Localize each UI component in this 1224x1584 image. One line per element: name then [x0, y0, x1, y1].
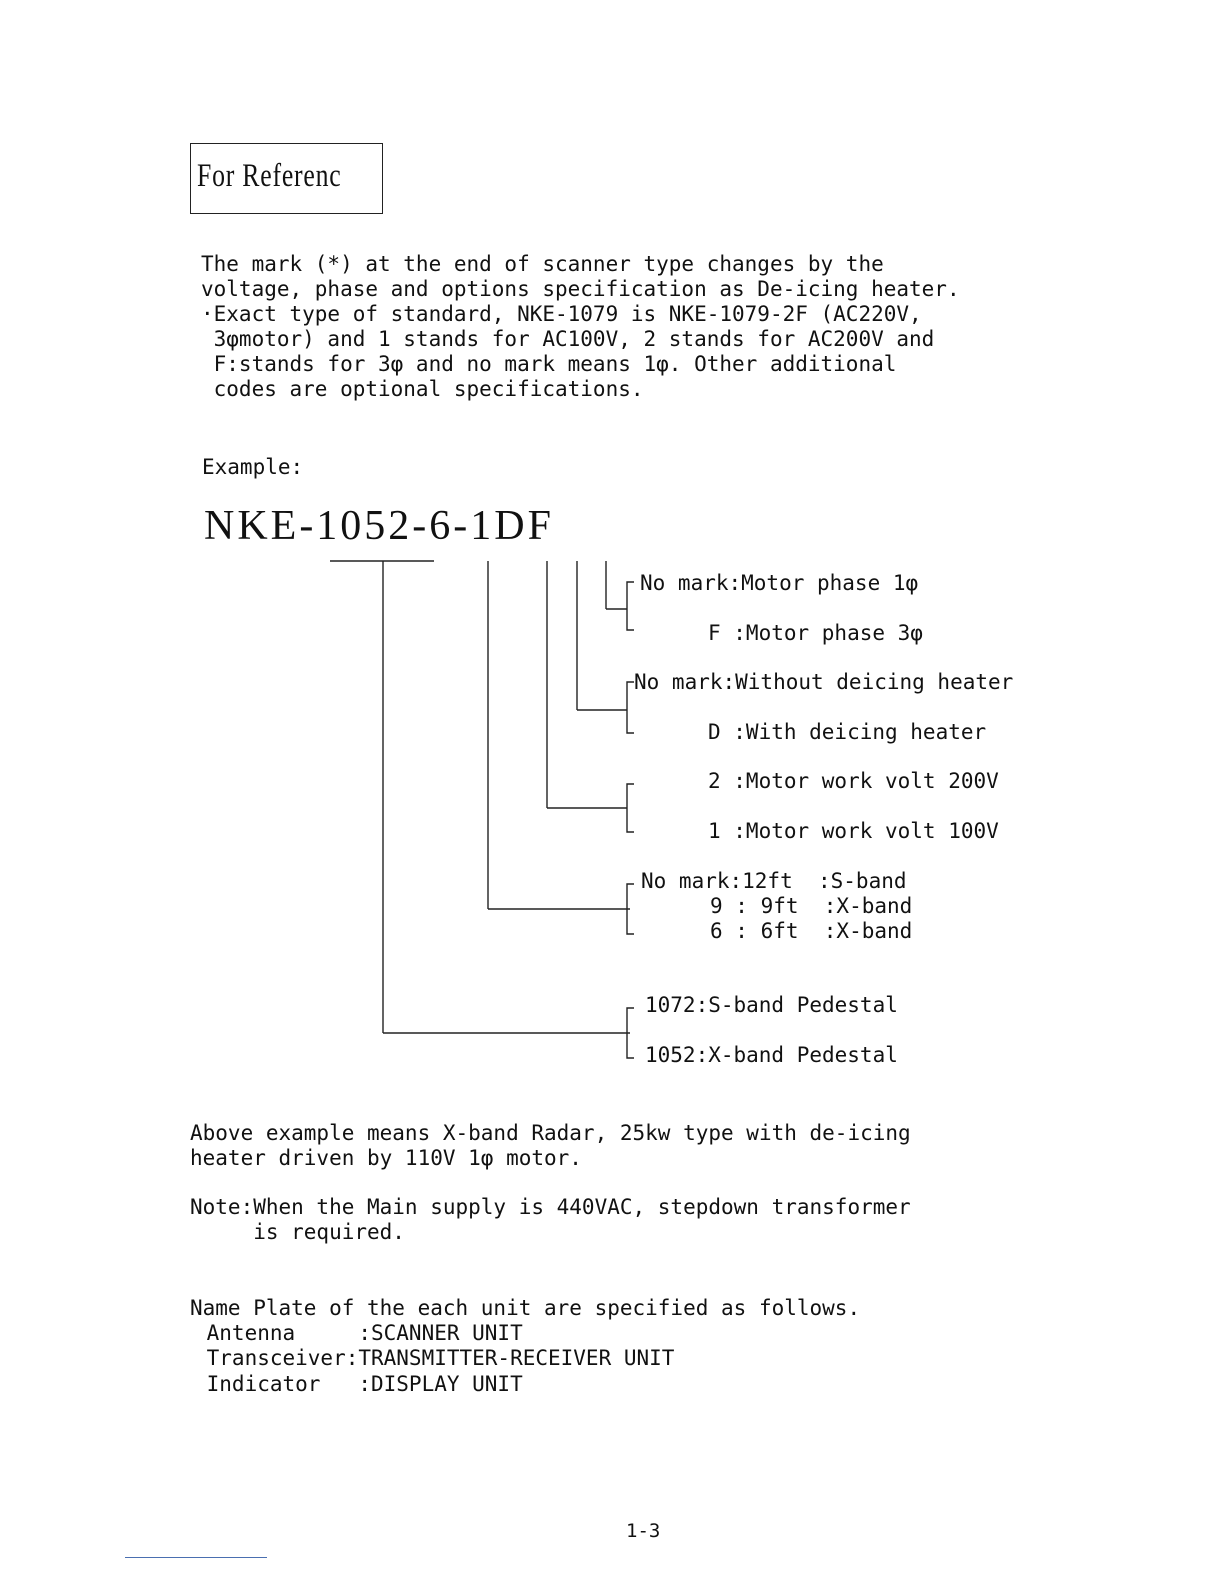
intro-line-6: codes are optional specifications. [201, 377, 644, 401]
bracket-heater [627, 682, 634, 733]
intro-line-3: ·Exact type of standard, NKE-1079 is NKE-1079-2F (AC220V, [201, 302, 922, 326]
phase-no-mark: No mark:Motor phase 1φ [640, 571, 919, 595]
nameplate-row-transceiver: Transceiver:TRANSMITTER-RECEIVER UNIT [194, 1346, 675, 1370]
size-no-mark: No mark:12ft :S-band [641, 869, 907, 893]
heater-d: D :With deicing heater [708, 720, 987, 744]
heater-no-mark: No mark:Without deicing heater [634, 670, 1014, 694]
nameplate-row-antenna: Antenna :SCANNER UNIT [194, 1321, 523, 1345]
bracket-volt [627, 784, 634, 832]
page-number: 1-3 [626, 1520, 661, 1542]
bracket-phase [627, 582, 634, 630]
volt-1: 1 :Motor work volt 100V [708, 819, 999, 843]
intro-line-5: F:stands for 3φ and no mark means 1φ. Other additional [201, 352, 897, 376]
pedestal-1072: 1072:S-band Pedestal [645, 993, 898, 1017]
volt-2: 2 :Motor work volt 200V [708, 769, 999, 793]
model-code: NKE-1052-6-1DF [204, 503, 554, 549]
example-label: Example: [202, 455, 304, 479]
intro-line-1: The mark (*) at the end of scanner type changes by the [201, 252, 884, 276]
summary-line-1: Above example means X-band Radar, 25kw type with de-icing [190, 1121, 911, 1145]
note-line-1: Note:When the Main supply is 440VAC, stepdown transformer [190, 1195, 911, 1219]
note-line-2: is required. [190, 1220, 405, 1244]
phase-f: F :Motor phase 3φ [708, 621, 923, 645]
summary-line-2: heater driven by 110V 1φ motor. [190, 1146, 582, 1170]
size-9: 9 : 9ft :X-band [710, 894, 913, 918]
reference-title: For Referenc [197, 158, 342, 194]
intro-line-2: voltage, phase and options specification as De-icing heater. [201, 277, 960, 301]
size-6: 6 : 6ft :X-band [710, 919, 913, 943]
nameplate-row-indicator: Indicator :DISPLAY UNIT [194, 1372, 523, 1396]
intro-line-4: 3φmotor) and 1 stands for AC100V, 2 stands for AC200V and [201, 327, 935, 351]
nameplate-heading: Name Plate of the each unit are specified as follows. [190, 1296, 861, 1320]
footer-rule [125, 1557, 267, 1558]
pedestal-1052: 1052:X-band Pedestal [645, 1043, 898, 1067]
